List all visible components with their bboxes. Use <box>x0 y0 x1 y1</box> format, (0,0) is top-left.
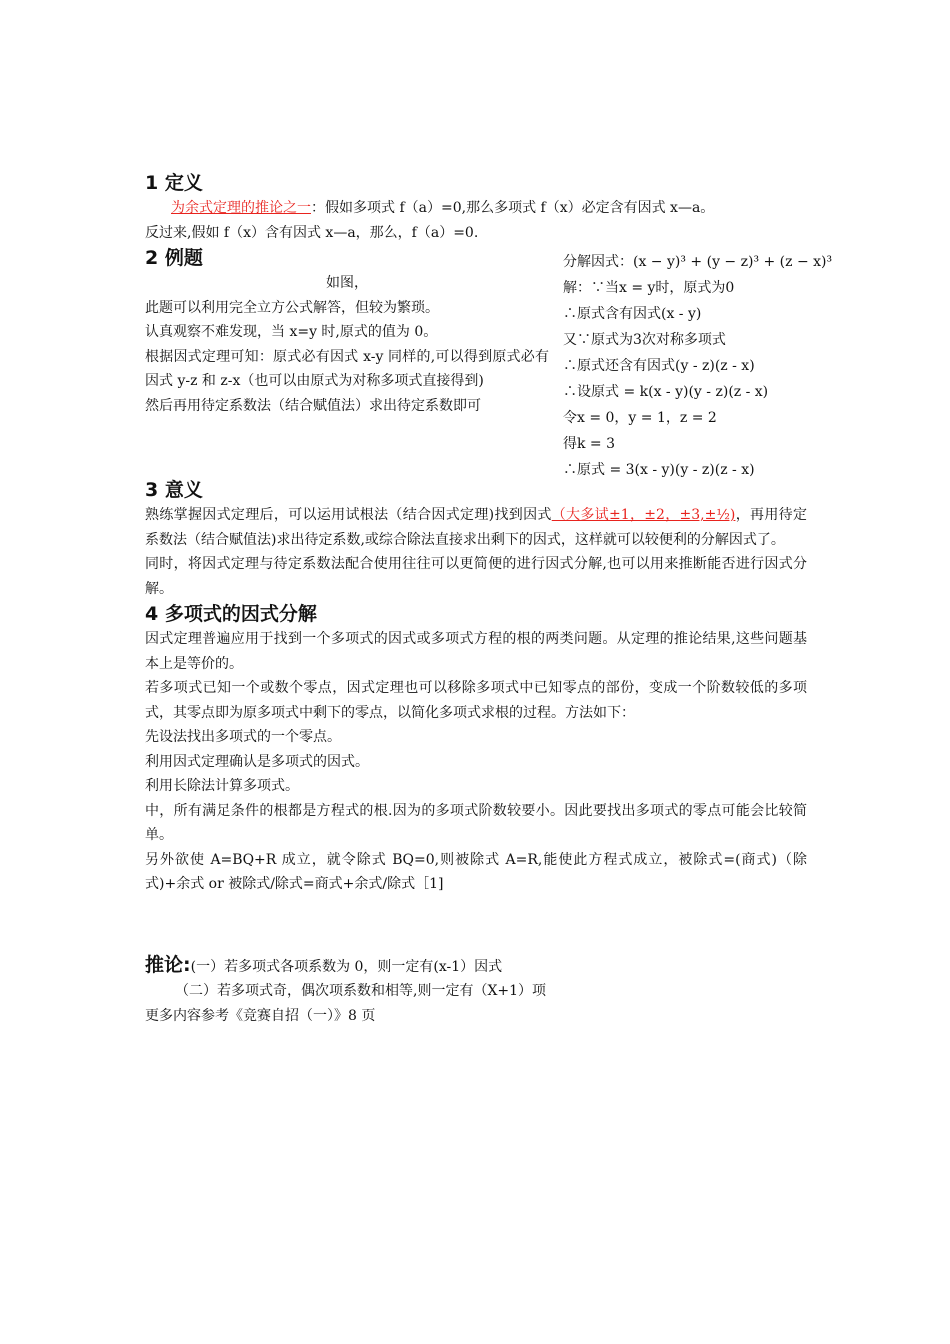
definition-line-1-rest: ：假如多项式 f（a）=0,那么多项式 f（x）必定含有因式 x—a。 <box>311 200 715 216</box>
math-line: 令x = 0，y = 1，z = 2 <box>563 410 717 426</box>
conclusion-item-1: (一）若多项式各项系数为 0，则一定有(x-1）因式 <box>190 958 503 975</box>
document-page <box>145 170 833 1028</box>
example-center-note: 如图， <box>326 275 368 291</box>
factorization-para: 中，所有满足条件的根都是方程式的根.因为的多项式阶数较要小。因此要找出多项式的零点可能会比较简单。 <box>145 802 807 843</box>
example-para: 然后再用待定系数法（结合赋值法）求出待定系数即可 <box>145 397 481 414</box>
definition-line-2: 反过来,假如 f（x）含有因式 x—a，那么，f（a）=0. <box>145 224 479 241</box>
math-line: 得k = 3 <box>563 436 616 452</box>
spacer <box>145 897 807 953</box>
math-line: 解：∵当x = y时，原式为0 <box>563 280 735 296</box>
math-line: 又∵原式为3次对称多项式 <box>563 332 726 348</box>
factorization-para: 若多项式已知一个或数个零点，因式定理也可以移除多项式中已知零点的部份，变成一个阶数较低的多项式，其零点即为原多项式中剩下的零点，以简化多项式求根的过程。方法如下： <box>145 680 807 721</box>
conclusion-item-2: （二）若多项式奇，偶次项系数和相等,则一定有（X+1）项 <box>175 983 547 999</box>
example-para: 认真观察不难发现，当 x=y 时,原式的值为 0。 <box>145 324 438 340</box>
significance-para-2: 同时，将因式定理与待定系数法配合使用往往可以更简便的进行因式分解,也可以用来推断能否进行因式分解。 <box>145 556 807 597</box>
section-2-heading: 2 例题 <box>145 247 203 269</box>
math-line: ∴原式含有因式(x - y) <box>563 306 702 322</box>
definition-red-link: 为余式定理的推论之一 <box>171 200 311 216</box>
section-1-heading: 1 定义 <box>145 172 203 194</box>
section-4-heading: 4 多项式的因式分解 <box>145 603 317 625</box>
factorization-para: 另外欲使 A=BQ+R 成立，就令除式 BQ=0,则被除式 A=R,能使此方程式成立，被除式=(商式)（除式)+余式 or 被除式/除式=商式+余式/除式［1] <box>145 851 807 892</box>
significance-text-before: 熟练掌握因式定理后，可以运用试根法（结合因式定理)找到因式 <box>145 507 552 523</box>
section-3-heading: 3 意义 <box>145 479 203 501</box>
significance-red-hint: （大多试±1，±2，±3,±½) <box>551 507 736 523</box>
example-para: 根据因式定理可知：原式必有因式 x-y 同样的,可以得到原式必有因式 y-z 和 z-x（也可以由原式为对称多项式直接得到) <box>145 348 549 389</box>
significance-text-after: ，再用待定系数法（结合赋值法)求出待定系数,或综合除法直接求出剩下的因式，这样就可以较便利的分解因式了。 <box>145 507 808 548</box>
definition-line-1 <box>145 196 807 221</box>
math-line: ∴设原式 = k(x - y)(y - z)(z - x) <box>563 384 769 400</box>
math-line: ∴原式还含有因式(y - z)(z - x) <box>563 358 755 374</box>
factorization-para: 因式定理普遍应用于找到一个多项式的因式或多项式方程的根的两类问题。从定理的推论结果,这些问题基本上是等价的。 <box>145 631 807 672</box>
conclusion-heading: 推论: <box>145 953 191 976</box>
example-block <box>145 245 833 478</box>
math-line: 分解因式：(x − y)³ + (y − z)³ + (z − x)³ <box>563 254 833 270</box>
more-reference: 更多内容参考《竞赛自招（一）》8 页 <box>145 1007 376 1024</box>
math-solution-figure <box>563 249 833 483</box>
conclusion-line-1 <box>145 953 807 980</box>
example-para: 此题可以利用完全立方公式解答，但较为繁琐。 <box>145 299 439 316</box>
factorization-step: 先设法找出多项式的一个零点。 <box>145 729 341 745</box>
math-line: ∴原式 = 3(x - y)(y - z)(z - x) <box>563 462 755 478</box>
significance-para-1 <box>145 503 807 552</box>
factorization-step: 利用因式定理确认是多项式的因式。 <box>145 753 369 770</box>
example-text-column <box>145 245 549 418</box>
factorization-step: 利用长除法计算多项式。 <box>145 778 299 794</box>
